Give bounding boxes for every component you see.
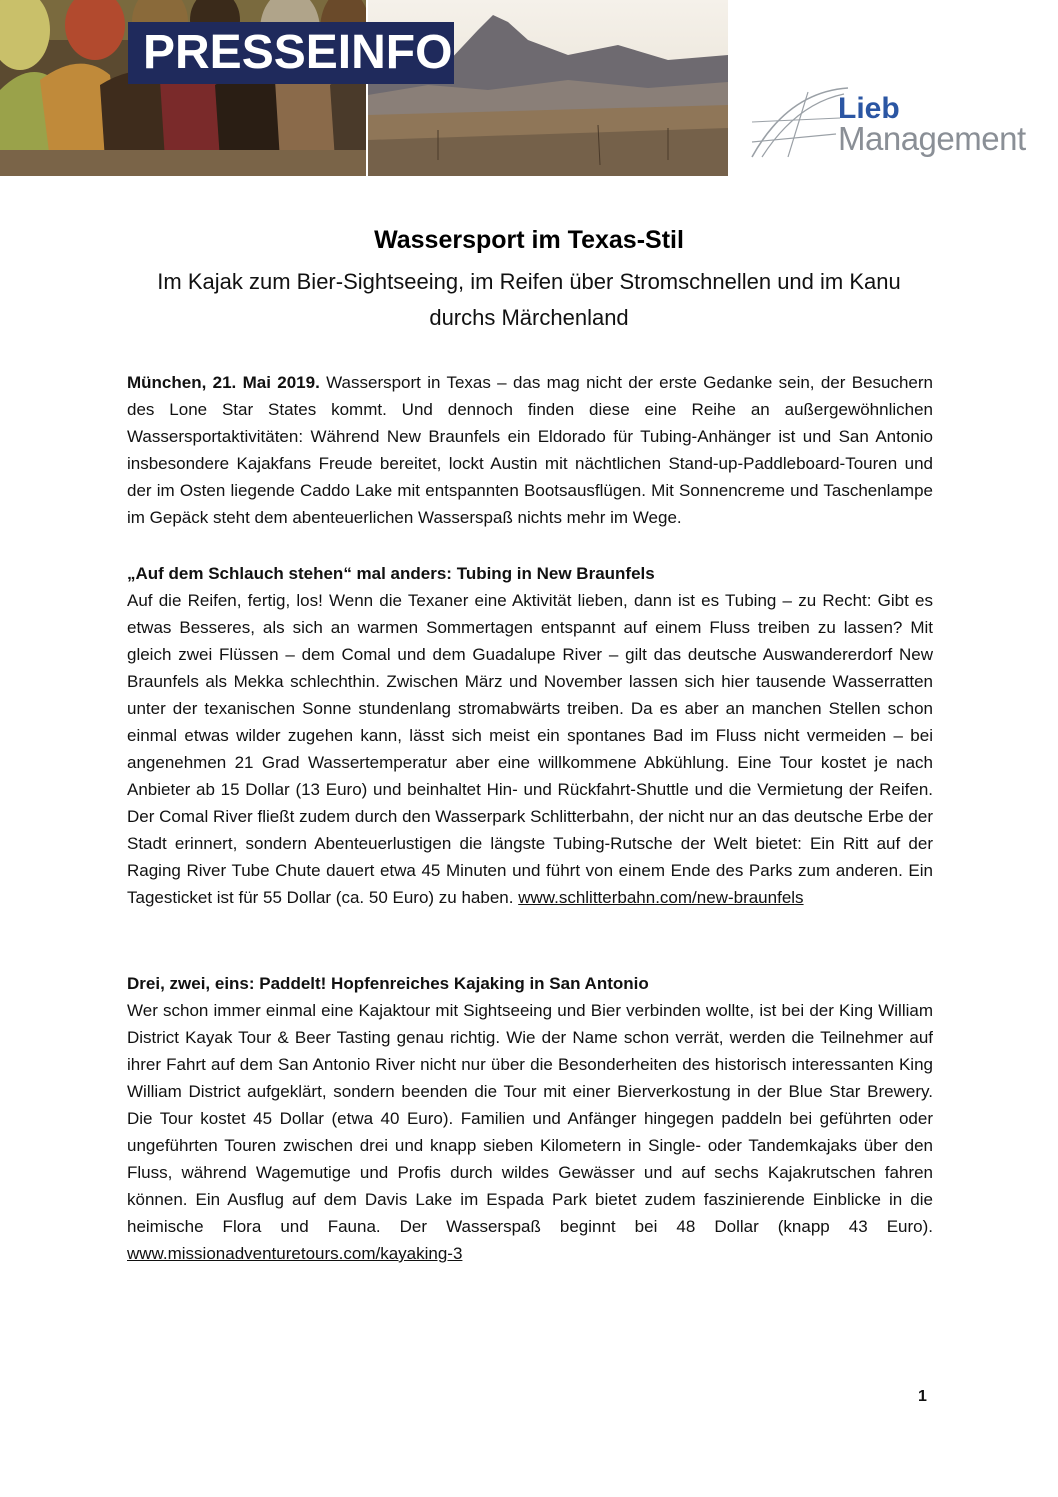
logo-text-lieb: Lieb xyxy=(838,92,900,125)
section-heading-kayaking: Drei, zwei, eins: Paddelt! Hopfenreiches Kajaking in San Antonio xyxy=(127,974,649,993)
header-banner xyxy=(0,0,1058,178)
logo-text-management: Management xyxy=(838,120,1026,157)
lead-paragraph xyxy=(127,369,933,531)
section-text-kayaking: Wer schon immer einmal eine Kajaktour mit Sightseeing und Bier verbinden wollte, ist bei der King William District Kayak Tour & Beer Tasting genau richtig. Wie der Name schon verrät, werden die Teilnehmer auf ihrer Fahrt auf dem San Antonio River nicht nur über die Besonderheiten des historisch interessanten King William District aufgeklärt, sondern beenden die Tour mit einer Bierverkostung in der Blue Star Brewery. Die Tour kostet 45 Dollar (etwa 40 Euro). Familien und Anfänger hingegen paddeln bei geführten oder ungeführten Touren zwischen drei und knapp sieben Kilometern in Single- oder Tandemkajaks über den Fluss, während Wagemutige und Profis durch wildes Gewässer und auf sechs Kajakrutschen fahren können. Ein Ausflug auf dem Davis Lake im Espada Park bietet zudem faszinierende Einblicke in die heimische Flora und Fauna. Der Wasserspaß beginnt bei 48 Dollar (knapp 43 Euro). xyxy=(127,1001,933,1236)
section-text-tubing: Auf die Reifen, fertig, los! Wenn die Texaner eine Aktivität lieben, dann ist es Tubing – zu Recht: Gibt es etwas Besseres, als sich an warmen Sommertagen entspannt auf einem Fluss treiben zu lassen? Mit gleich zwei Flüssen – dem Comal und dem Guadalupe River – gilt das deutsche Auswandererdorf New Braunfels als Mekka schlechthin. Zwischen März und November lassen sich hier tausende Wasserratten unter der texanischen Sonne stundenlang stromabwärts treiben. Da es aber an manchen Stellen schon einmal etwas wilder zugehen kann, lässt sich meist ein spontanes Bad im Fluss nicht vermeiden – bei angenehmen 21 Grad Wassertemperatur aber eine willkommene Abkühlung. Eine Tour kostet je nach Anbieter ab 15 Dollar (13 Euro) und beinhaltet Hin- und Rückfahrt-Shuttle und die Vermietung der Reifen. Der Comal River fließt zudem durch den Wasserpark Schlitterbahn, der nicht nur an das deutsche Erbe der Stadt erinnert, sondern Abenteuerlustigen die längste Tubing-Rutsche der Welt bietet: Ein Ritt auf der Raging River Tube Chute dauert etwa 45 Minuten und führt von einem Ende des Parks zum anderen. Ein Tagesticket ist für 55 Dollar (ca. 50 Euro) zu haben. xyxy=(127,591,933,907)
section-paragraph-tubing xyxy=(127,587,933,911)
page-subtitle: Im Kajak zum Bier-Sightseeing, im Reifen über Stromschnellen und im Kanu durchs Märchenland xyxy=(157,269,901,330)
dateline: München, 21. Mai 2019. xyxy=(127,373,320,392)
link-schlitterbahn[interactable]: www.schlitterbahn.com/new-braunfels xyxy=(518,888,804,907)
lead-text: Wassersport in Texas – das mag nicht der erste Gedanke sein, der Besuchern des Lone Star States kommt. Und dennoch finden diese eine Reihe an außergewöhnlichen Wassersportaktivitäten: Während New Braunfels ein Eldorado für Tubing-Anhänger ist und San Antonio insbesondere Kajakfans Freude bereitet, lockt Austin mit nächtlichen Stand-up-Paddleboard-Touren und der im Osten liegende Caddo Lake mit entspannten Bootsausflügen. Mit Sonnencreme und Taschenlampe im Gepäck steht dem abenteuerlichen Wasserspaß nichts mehr im Wege. xyxy=(127,373,933,527)
link-missionadventuretours[interactable]: www.missionadventuretours.com/kayaking-3 xyxy=(127,1244,463,1263)
presseinfo-label: PRESSEINFO xyxy=(143,26,453,79)
section-heading-tubing: „Auf dem Schlauch stehen“ mal anders: Tubing in New Braunfels xyxy=(127,564,655,583)
section-paragraph-kayaking xyxy=(127,997,933,1267)
page-title: Wassersport im Texas-Stil xyxy=(374,226,684,254)
page-number: 1 xyxy=(918,1388,927,1405)
